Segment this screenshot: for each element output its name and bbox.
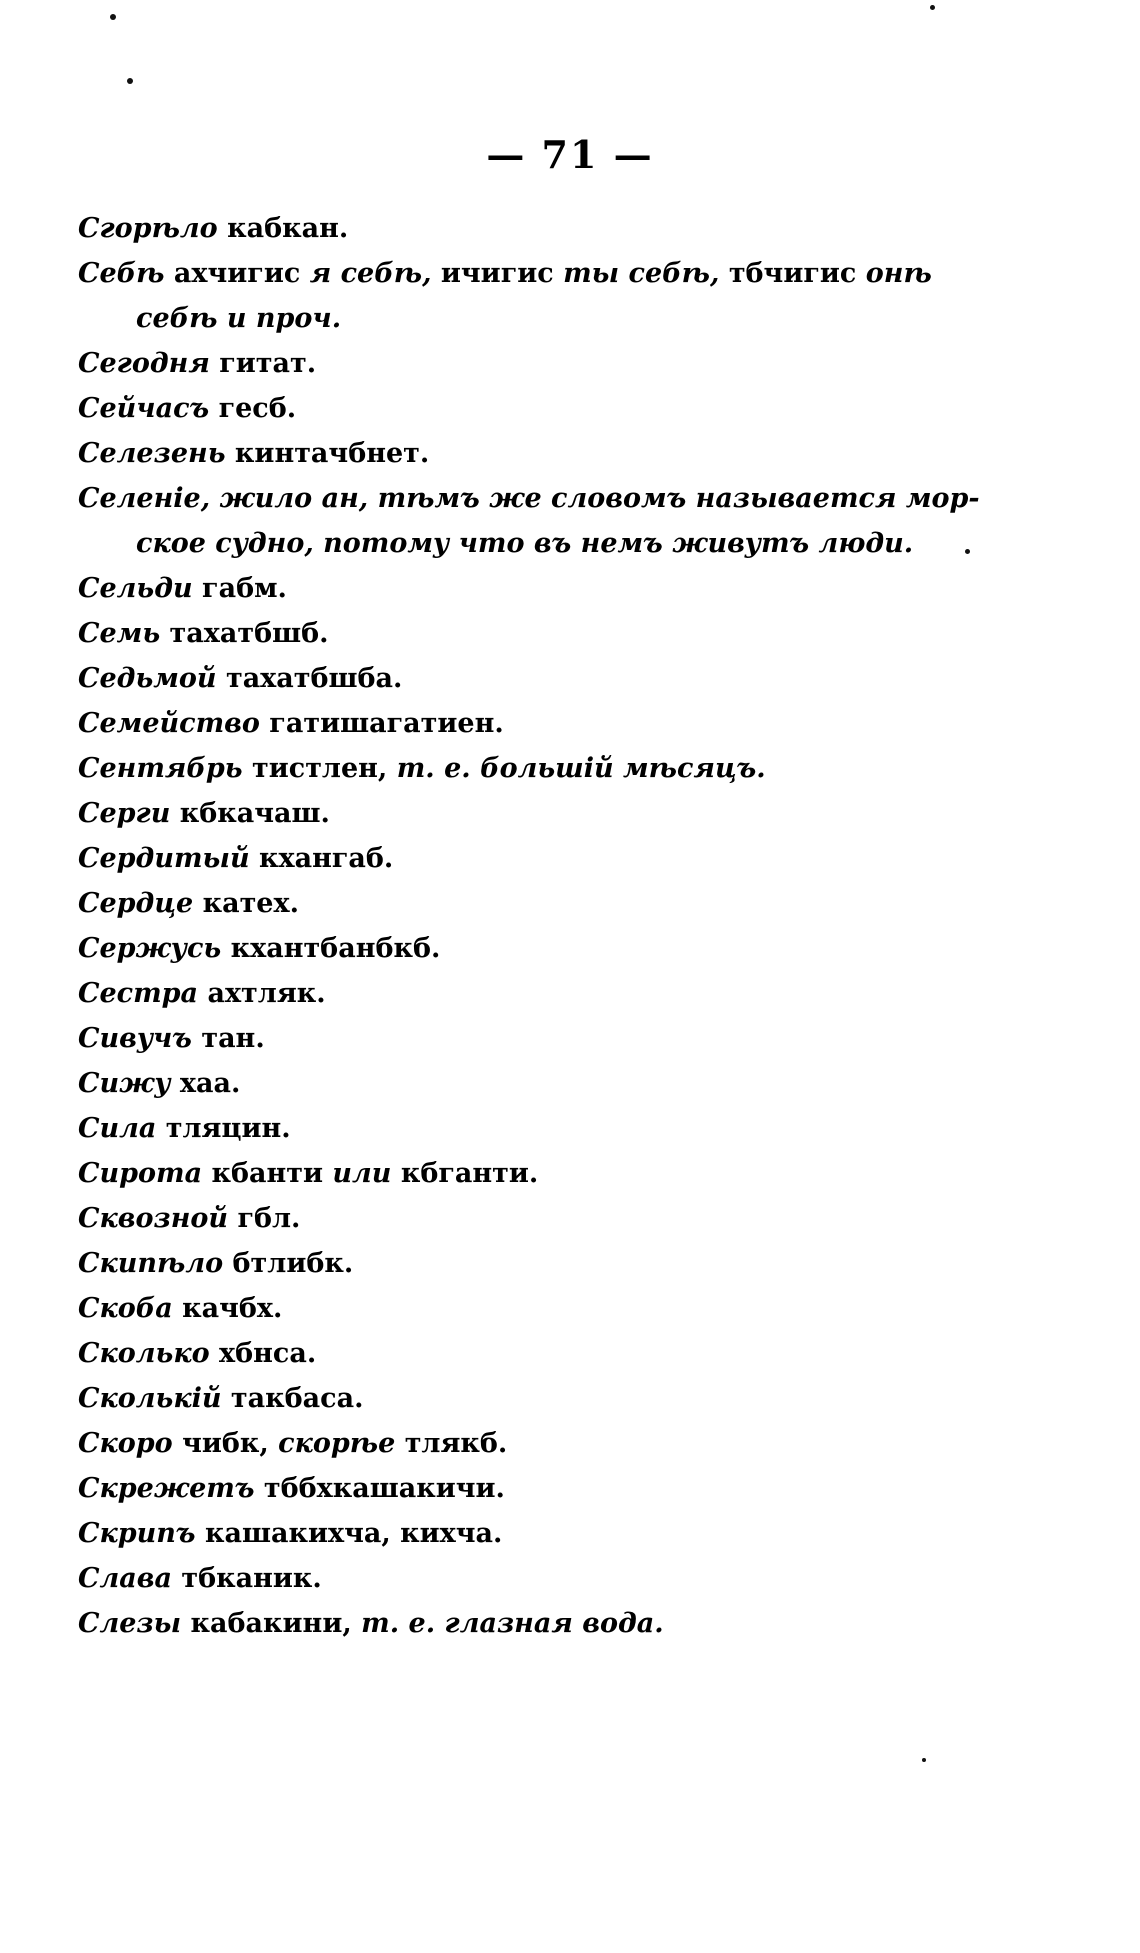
dictionary-entry [78, 926, 958, 971]
entry-note: или [332, 1158, 392, 1189]
dictionary-entry [78, 566, 958, 611]
entry-gloss: такбаса. [221, 1383, 364, 1414]
entry-gloss: тббхкашакичи. [254, 1473, 505, 1504]
entry-gloss: кхангаб. [249, 843, 394, 874]
entry-headword: Себѣ [78, 258, 165, 289]
dictionary-entry [78, 1106, 958, 1151]
entry-headword: Сержусь [78, 933, 222, 964]
entry-gloss: тахатбшб. [160, 618, 329, 649]
entry-gloss: качбх. [172, 1293, 283, 1324]
dictionary-entry [78, 1511, 958, 1556]
entry-headword: Седьмой [78, 663, 217, 694]
dictionary-entry [78, 206, 958, 251]
entry-headword: Сквозной [78, 1203, 229, 1234]
entry-gloss: кбанти [202, 1158, 333, 1189]
entry-gloss: гесб. [209, 393, 297, 424]
dictionary-entry [78, 1601, 958, 1646]
entry-gloss: хаа. [170, 1068, 241, 1099]
entry-note: ты себѣ, [563, 258, 720, 289]
entry-note: жило ан, тѣмъ же словомъ называется мор- [210, 483, 980, 514]
dictionary-entry [78, 881, 958, 926]
dictionary-entry [78, 656, 958, 701]
entry-headword: Серги [78, 798, 171, 829]
ink-speck [965, 549, 970, 554]
entry-headword: Сижу [78, 1068, 171, 1099]
entry-gloss: тан. [191, 1023, 265, 1054]
entry-headword: Селеніе, [78, 483, 211, 514]
entry-headword: Скрипъ [78, 1518, 196, 1549]
entry-gloss: ахчигис [164, 258, 310, 289]
entry-headword: Слава [78, 1563, 172, 1594]
entry-headword: Сирота [78, 1158, 203, 1189]
dictionary-entry [78, 611, 958, 656]
dictionary-entry [78, 971, 958, 1016]
entry-gloss: кашакихча, кихча. [195, 1518, 503, 1549]
entry-gloss: кбкачаш. [170, 798, 330, 829]
dictionary-entry [78, 431, 958, 476]
entry-note: скорѣе [278, 1428, 396, 1459]
entry-gloss: тахатбшба. [216, 663, 403, 694]
entry-gloss: тистлен, [242, 753, 397, 784]
dictionary-entry [78, 1016, 958, 1061]
entry-headword: Слезы [78, 1608, 182, 1639]
entry-headword: Сгорѣло [78, 213, 218, 244]
entry-gloss: кбганти. [391, 1158, 539, 1189]
dictionary-entry [78, 341, 958, 386]
ink-speck [110, 14, 116, 20]
dictionary-entries [78, 206, 980, 1646]
dictionary-entry [78, 1151, 958, 1196]
entry-gloss: тбканик. [171, 1563, 322, 1594]
entry-headword: Сивучъ [78, 1023, 192, 1054]
dictionary-entry [78, 1196, 958, 1241]
entry-note: я себѣ, [309, 258, 432, 289]
dictionary-entry [78, 1421, 958, 1466]
entry-gloss: кабакини, [181, 1608, 362, 1639]
page-number: — 71 — [486, 132, 654, 177]
entry-gloss: ичигис [431, 258, 564, 289]
entry-gloss: габм. [192, 573, 287, 604]
entry-headword: Сестра [78, 978, 199, 1009]
entry-headword: Сегодня [78, 348, 210, 379]
entry-gloss: кхантбанбкб. [221, 933, 441, 964]
entry-gloss: кабкан. [217, 213, 349, 244]
entry-note: т. е. большій мѣсяцъ. [396, 753, 766, 784]
entry-gloss: чибк, [172, 1428, 279, 1459]
dictionary-entry [78, 1376, 958, 1421]
entry-gloss: кинтачбнет. [225, 438, 430, 469]
entry-headword: Семейство [78, 708, 260, 739]
entry-gloss: тлякб. [395, 1428, 508, 1459]
entry-headword: Сколькій [78, 1383, 222, 1414]
dictionary-entry [78, 1466, 958, 1511]
entry-headword: Сельди [78, 573, 193, 604]
entry-headword: Селезень [78, 438, 226, 469]
dictionary-entry [78, 1556, 958, 1601]
dictionary-entry [78, 701, 958, 746]
entry-headword: Сейчасъ [78, 393, 210, 424]
entry-gloss: тляцин. [156, 1113, 291, 1144]
entry-headword: Сердце [78, 888, 194, 919]
dictionary-entry [78, 791, 958, 836]
entry-gloss: хбнса. [209, 1338, 317, 1369]
entry-headword: Скоба [78, 1293, 173, 1324]
ink-speck [930, 5, 935, 10]
entry-continuation: ское судно, потому что въ немъ живутъ люди. [136, 528, 914, 559]
entry-note: онѣ [865, 258, 932, 289]
entry-note: т. е. глазная вода. [361, 1608, 664, 1639]
entry-headword: Сила [78, 1113, 157, 1144]
dictionary-entry [78, 251, 958, 341]
dictionary-entry [78, 836, 958, 881]
entry-headword: Сердитый [78, 843, 250, 874]
dictionary-entry [78, 1286, 958, 1331]
entry-gloss: катех. [193, 888, 299, 919]
entry-gloss: бтлибк. [223, 1248, 354, 1279]
entry-continuation: себѣ и проч. [136, 303, 342, 334]
ink-speck [127, 78, 133, 84]
entry-headword: Скоро [78, 1428, 173, 1459]
dictionary-entry [78, 1241, 958, 1286]
entry-headword: Скипѣло [78, 1248, 224, 1279]
dictionary-entry [78, 386, 958, 431]
ink-speck [922, 1758, 926, 1762]
entry-headword: Семь [78, 618, 161, 649]
dictionary-entry [78, 1331, 958, 1376]
entry-gloss: тбчигис [719, 258, 866, 289]
entry-gloss: ахтляк. [198, 978, 326, 1009]
entry-headword: Сколько [78, 1338, 210, 1369]
dictionary-entry [78, 1061, 958, 1106]
dictionary-entry [78, 746, 958, 791]
dictionary-entry [78, 476, 980, 566]
entry-gloss: гбл. [228, 1203, 301, 1234]
entry-headword: Сентябрь [78, 753, 243, 784]
entry-gloss: гатишагатиен. [259, 708, 504, 739]
entry-headword: Скрежетъ [78, 1473, 255, 1504]
entry-gloss: гитат. [209, 348, 317, 379]
